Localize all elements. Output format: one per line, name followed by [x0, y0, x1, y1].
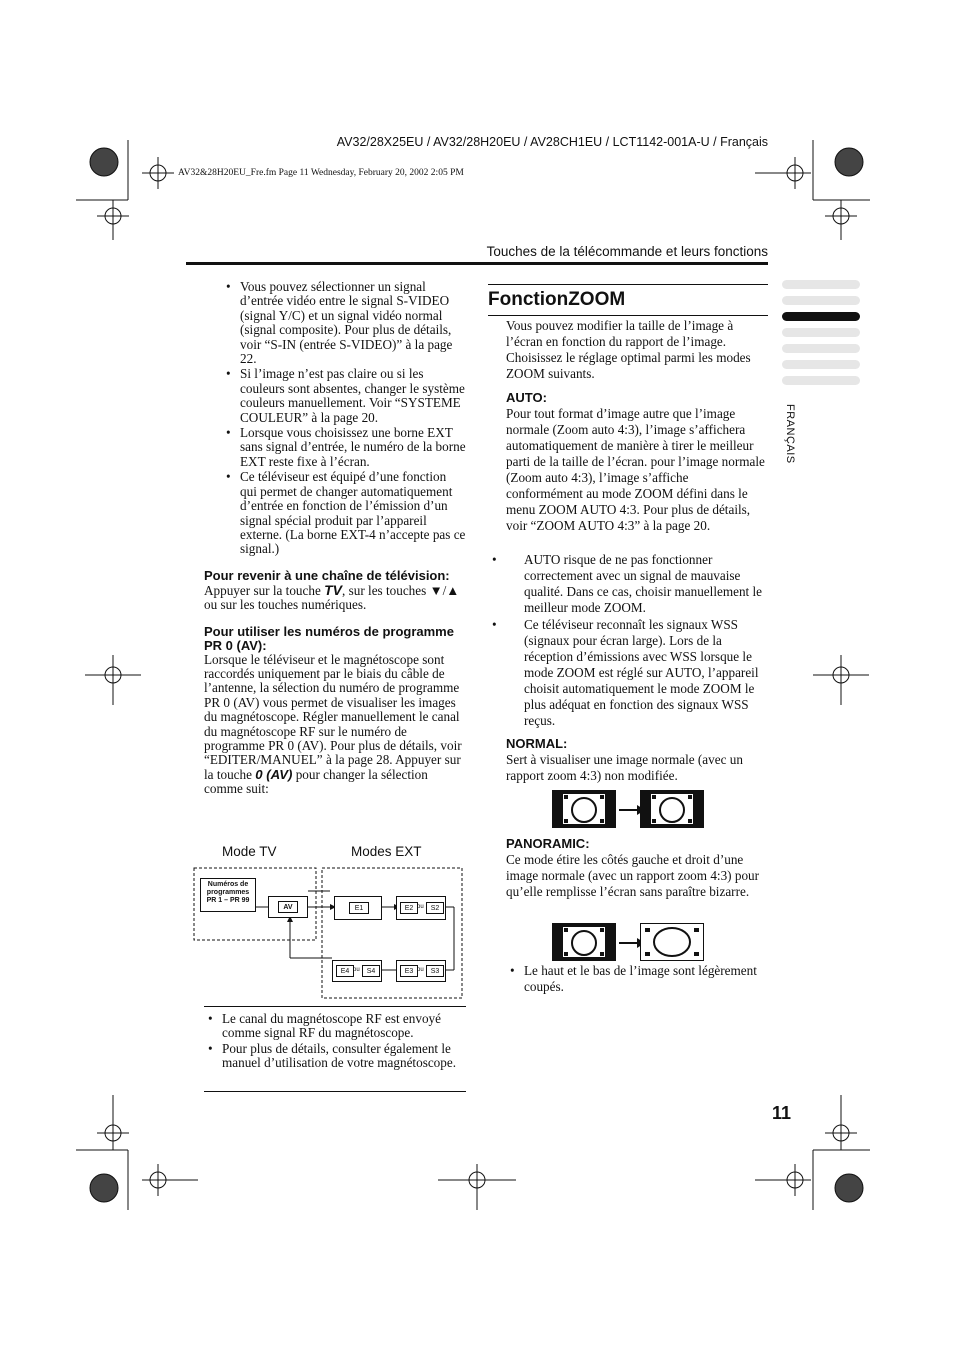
- language-tab: [782, 328, 860, 337]
- panoramic-illustration: [552, 923, 706, 963]
- picture-circle-icon: [562, 926, 606, 958]
- tv-screen-source: [552, 790, 616, 828]
- av-label: AV: [278, 901, 298, 913]
- zoom-intro: Vous pouvez modifier la taille de l’image à l’écran en fonction du rapport de l’image. Choisissez le réglage optimal parmi les modes ZOOM suivants.: [506, 318, 751, 381]
- ou-label: ou: [417, 904, 424, 910]
- s3-label: S3: [426, 965, 444, 977]
- e2-label: E2: [400, 902, 418, 914]
- language-tab: [782, 296, 860, 305]
- av-key: 0 (AV): [255, 766, 293, 782]
- e3-label: E3: [400, 965, 418, 977]
- language-tab: [782, 360, 860, 369]
- return-text-1: Appuyer sur la touche: [204, 582, 321, 598]
- page-number: 11: [772, 1103, 792, 1123]
- pr0-text-2: pour changer la sélection comme suit:: [204, 766, 428, 797]
- arrow-right-icon: [619, 809, 639, 811]
- auto-notes: [488, 552, 768, 730]
- modes-ext-label: Modes EXT: [351, 844, 422, 859]
- language-tab: [782, 376, 860, 385]
- pr0-heading: Pour utiliser les numéros de programme PR 0 (AV):: [204, 623, 454, 653]
- auto-notes-list: [488, 552, 768, 729]
- input-notes-list: [204, 280, 466, 557]
- programmes-box: Numéros de programmes PR 1 – PR 99: [200, 878, 256, 912]
- language-tab-active: [782, 312, 860, 321]
- picture-ellipse-icon: [643, 925, 701, 959]
- tv-key: TV: [324, 581, 343, 598]
- notes-top-rule: [204, 1006, 466, 1007]
- list-item: • Pour plus de détails, consulter également le manuel d’utilisation de votre magnétoscope.: [186, 1042, 466, 1071]
- e2-s2-box: [396, 896, 446, 920]
- panoramic-text: Ce mode étire les côtés gauche et droit d’une image normale (avec un rapport zoom 4:3) pour qu’elle remplisse l’écran sans paraître bizarre.: [506, 852, 760, 899]
- tv-screen-source: [552, 923, 616, 961]
- tv-screen-result: [640, 923, 704, 961]
- e4-s4-box: [332, 960, 382, 982]
- pr0-text: [204, 653, 466, 797]
- ou-label: ou: [417, 967, 424, 973]
- list-item: • Si l’image n’est pas claire ou si les couleurs sont absentes, changer le système couleurs manuellement. Voir “SYSTEME COULEUR” à la page 20.: [204, 367, 466, 425]
- list-item: • Lorsque vous choisissez une borne EXT sans signal d’entrée, le numéro de la borne EXT reste fixe à l’écran.: [204, 426, 466, 469]
- s4-label: S4: [362, 965, 380, 977]
- language-label: FRANÇAIS: [784, 404, 796, 464]
- picture-circle-icon: [562, 793, 606, 825]
- return-text: [204, 583, 466, 613]
- notes-bottom-rule: [204, 1091, 466, 1092]
- pr0-text-1: Lorsque le téléviseur et le magnétoscope sont raccordés uniquement par le biais du câble de l’antenne, la sélection du numéro de programme PR 0 (AV) vous permet de visualiser les images du magnétoscope. Régler manuellement le canal du magnétoscope RF sur le numéro de programme PR 0 (AV). Pour plus de détails, voir “EDITER/MANUEL” à la page 28. Appuyer sur la touche: [204, 651, 462, 782]
- document-model-line: AV32/28X25EU / AV32/28H20EU / AV28CH1EU / LCT1142-001A-U / Français: [336, 135, 768, 149]
- left-column: [204, 280, 466, 797]
- panoramic-heading: PANORAMIC:: [506, 836, 590, 851]
- language-tab: [782, 344, 860, 353]
- zoom-section-header: [488, 284, 768, 316]
- zoom-title: FonctionZOOM: [488, 289, 626, 310]
- auto-heading: AUTO:: [506, 390, 547, 405]
- mode-diagram: [186, 838, 466, 1008]
- mode-tv-label: Mode TV: [222, 844, 277, 859]
- tv-screen-result: [640, 790, 704, 828]
- list-item: • Le canal du magnétoscope RF est envoyé comme signal RF du magnétoscope.: [186, 1012, 466, 1041]
- notes-box: [186, 1012, 466, 1072]
- normal-heading: NORMAL:: [506, 736, 568, 751]
- panoramic-notes: [488, 963, 768, 996]
- picture-circle-icon: [650, 793, 694, 825]
- notes-list: [186, 1012, 466, 1071]
- normal-text: Sert à visualiser une image normale (avec un rapport zoom 4:3) non modifiée.: [506, 752, 743, 783]
- ou-label: ou: [353, 967, 360, 973]
- print-info: AV32&28H20EU_Fre.fm Page 11 Wednesday, February 20, 2002 2:05 PM: [178, 168, 464, 178]
- section-title: Touches de la télécommande et leurs fonctions: [486, 244, 768, 259]
- return-text-3: ▼/▲ ou sur les touches numériques.: [204, 582, 460, 613]
- list-item: • Ce téléviseur reconnaît les signaux WSS (signaux pour écran large). Lors de la réception d’émissions avec WSS lorsque le mode ZOOM est réglé sur AUTO, l’appareil choisit automatiquement le mode ZOOM le plus adéquat en fonction des signaux WSS reçus.: [488, 617, 768, 729]
- normal-illustration: [552, 790, 706, 830]
- list-item: • Vous pouvez sélectionner un signal d’entrée vidéo entre le signal S-VIDEO (signal Y/C) et un signal vidéo normal (signal composite). Pour plus de détails, voir “S-IN (entrée S-VIDEO)” à la page 22.: [204, 280, 466, 366]
- av-box: [268, 896, 308, 918]
- e1-box: [334, 896, 382, 920]
- list-item: • AUTO risque de ne pas fonctionner correctement avec un signal de mauvaise qualité. Dans ce cas, choisir manuellement le meilleur mode ZOOM.: [488, 552, 768, 616]
- e4-label: E4: [336, 965, 354, 977]
- panoramic-notes-list: [488, 963, 768, 995]
- list-item: • Le haut et le bas de l’image sont légèrement coupés.: [488, 963, 768, 995]
- e1-label: E1: [349, 902, 369, 914]
- diagram-lines: [186, 838, 466, 1008]
- return-text-2: , sur les touches: [342, 582, 427, 598]
- auto-text: Pour tout format d’image autre que l’image normale (Zoom auto 4:3), l’image s’affichera automatiquement de manière à tirer le meilleur parti de la taille de l’écran. pour l’image normale (Zoom auto 4:3), l’image s’affiche conformément au mode ZOOM défini dans le menu ZOOM AUTO 4:3. Pour plus de détails, voir “ZOOM AUTO 4:3” à la page 20.: [506, 406, 765, 533]
- language-tab: [782, 280, 860, 289]
- e3-s3-box: [396, 960, 446, 982]
- arrow-right-icon: [619, 942, 639, 944]
- return-heading: Pour revenir à une chaîne de télévision:: [204, 567, 450, 583]
- header-rule: [186, 262, 768, 265]
- s2-label: S2: [426, 902, 444, 914]
- list-item: • Ce téléviseur est équipé d’une fonction qui permet de changer automatiquement d’entrée en fonction de l’émission d’un signal spécial produit par l’appareil externe. (La borne EXT-4 n’accepte pas ce signal.): [204, 470, 466, 556]
